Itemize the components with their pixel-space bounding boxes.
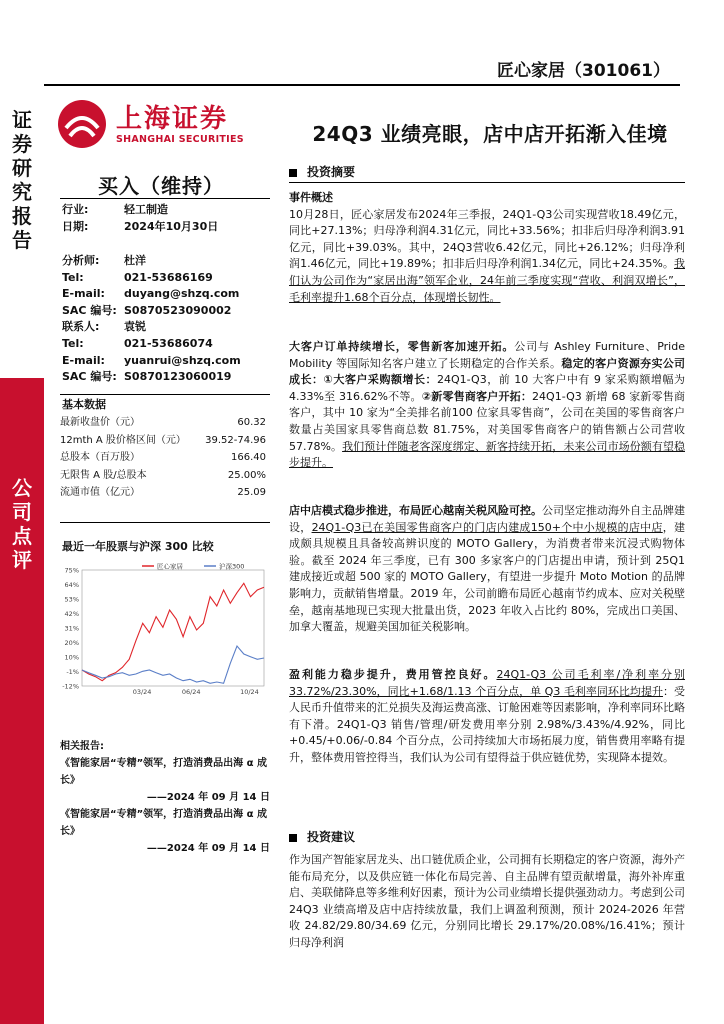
- band-report-kind: 公司点评: [12, 476, 32, 572]
- analyst-row: SAC 编号: S0870123060019: [62, 370, 232, 384]
- bullet-icon: [289, 834, 297, 842]
- chart-title: 最近一年股票与沪深 300 比较: [62, 540, 214, 553]
- divider: [60, 394, 270, 395]
- analyst-row: 分析师: 杜洋: [62, 254, 146, 267]
- header-rule: [44, 84, 680, 86]
- x-tick-label: 03/24: [132, 688, 152, 696]
- chart-frame: [82, 570, 264, 686]
- divider: [289, 182, 685, 183]
- summary-body: [289, 190, 685, 306]
- band-red-block: [0, 378, 44, 1024]
- analyst-row: E-mail: yuanrui@shzq.com: [62, 353, 241, 367]
- y-tick-label: 42%: [64, 610, 79, 618]
- analyst-row: SAC 编号: S0870523090002: [62, 303, 232, 317]
- summary-heading: 投资摘要: [289, 163, 355, 180]
- sub-heading: 事件概述: [289, 191, 333, 204]
- paragraph-advice: 作为国产智能家居龙头、出口链优质企业，公司拥有长期稳定的客户资源，海外产能布局充分，以及供应链一体化布局完善、自主品牌有望贡献增量，海外补库重启、美联储降息等多维利好因素，预计为公司业绩增长提供强劲动力。考虑到公司 24Q3 业绩高增及店中店持续放量，我们上调盈利预测，预计 2024-2026 年营收 24.82/29.80/34.69 亿元，分别同比增长 29.17%/20.08%/16.41%；预计归母净利润: [289, 853, 685, 949]
- logo: [56, 98, 246, 150]
- logo-emblem-icon: [56, 98, 108, 150]
- analyst-block: [62, 253, 241, 386]
- series-line-stock: [82, 583, 264, 680]
- logo-en: SHANGHAI SECURITIES: [116, 134, 244, 145]
- analyst-row: Tel: 021-53686074: [62, 336, 213, 350]
- basic-data-table: [60, 414, 266, 502]
- x-tick-label: 06/24: [181, 688, 201, 696]
- series-line-index: [82, 646, 264, 683]
- analyst-row: 联系人: 袁锐: [62, 320, 146, 334]
- analyst-row: Tel: 021-53686169: [62, 270, 213, 284]
- legend-label: 沪深300: [219, 562, 245, 571]
- logo-cn: 上海证券: [116, 104, 229, 134]
- paragraph: 10月28日，匠心家居发布2024年三季报，24Q1-Q3公司实现营收18.49亿元，同比+27.13%；归母净利润4.31亿元，同比+33.56%；扣非后归母净利润3.91亿元，同比+39.03%。其中，24Q3营收6.42亿元，同比+26.12%；归母净利润1.46亿元，同比+19.89%；扣非后归母净利润1.34亿元，同比+24.35%。我们认为公司作为“家居出海”领军企业，24年前三季度实现“营收、利润双增长”，毛利率提升1.68个百分点，体现增长韧性。: [289, 207, 685, 304]
- related-report-item[interactable]: 《智能家居“专精”领军，打造消费品出海 α 成长》: [60, 809, 267, 837]
- y-tick-label: 31%: [64, 624, 79, 633]
- divider: [60, 198, 270, 199]
- paragraph-clients: 大客户订单持续增长，零售新客加速开拓。公司与 Ashley Furniture、Pride Mobility 等国际知名客户建立了长期稳定的合作关系。稳定的客户资源夯实公司成长：①大客户采购额增长：24Q1-Q3，前 10 大客户中有 9 家采购额增幅为 4.33%至 316.62%不等。②新零售商客户开拓：24Q1-Q3 新增 68 家新零售商客户，其中 10 家为“全美排名前100 位家具零售商”，公司在美国的零售商客户数量占美国家具零售商总数 81.75%，对美国零售商客户的销售额占公司营收 57.78%。我们预计伴随老客深度绑定、新客持续开拓，未来公司市场份额有望稳步提升。: [289, 340, 685, 470]
- divider: [60, 522, 270, 523]
- paragraph-store: 店中店模式稳步推进，布局匠心越南关税风险可控。公司坚定推动海外自主品牌建设，24Q1-Q3已在美国零售商客户的门店内建成150+个中小规模的店中店，建成颇具规模且具备较高辨识度的 MOTO Gallery，为消费者带来沉浸式购物体验。截至 2024 年三季度，已有 300 多家客户的门店提出申请，预计到 25Q1 建成接近或超 500 家的 MOTO Gallery，有望进一步提升 Moto Motion 的品牌影响力，贡献销售增量。2019 年，公司前瞻布局匠心越南节约成本、应对关税壁垒，越南基地现已实现大批量出货，2023 年收入占比约 80%，完成出口美国、加拿大覆盖，规避美国加征关税影响。: [289, 504, 685, 634]
- basic-data-title: 基本数据: [62, 398, 106, 411]
- related-report-item[interactable]: 《智能家居“专精”领军，打造消费品出海 α 成长》: [60, 758, 267, 786]
- page-title: 24Q3 业绩亮眼，店中店开拓渐入佳境: [312, 122, 668, 146]
- meta-block: [62, 202, 218, 235]
- y-tick-label: 75%: [64, 566, 79, 575]
- y-tick-label: 20%: [64, 639, 79, 647]
- related-report-date: ——2024 年 09 月 14 日: [146, 792, 270, 803]
- y-tick-label: 64%: [64, 581, 79, 589]
- table-row: 无限售 A 股/总股本 25.00%: [60, 469, 266, 481]
- analyst-row: E-mail: duyang@shzq.com: [62, 287, 240, 301]
- meta-row: 日期: 2024年10月30日: [62, 219, 219, 233]
- table-row: 最新收盘价（元） 60.32: [60, 417, 266, 428]
- y-tick-label: -1%: [66, 668, 79, 676]
- band-report-type: 证券研究报告: [12, 108, 32, 252]
- related-title: 相关报告:: [60, 741, 104, 752]
- y-tick-label: -12%: [62, 682, 79, 691]
- related-report-date: ——2024 年 09 月 14 日: [146, 843, 270, 854]
- related-reports: [60, 738, 270, 857]
- legend-label: 匠心家居: [157, 562, 183, 571]
- table-row: 总股本（百万股） 166.40: [60, 452, 266, 464]
- rating: 买入（维持）: [98, 174, 224, 198]
- paragraph-profit: 盈利能力稳步提升，费用管控良好。24Q1-Q3 公司毛利率/净利率分别 33.72%/23.30%，同比+1.68/1.13 个百分点，单 Q3 毛利率同环比均提升：受人民币升值带来的汇兑损失及海运费高涨、订舱困难等因素影响，净利率同环比略有下滑。24Q1-Q3 销售/管理/研发费用率分别 2.98%/3.43%/4.92%，同比+0.45/+0.06/-0.84 个百分点，公司持续加大市场拓展力度，销售费用率略有提升，整体费用管控得当，我们认为公司有望得益于供应链优势，实现降本提效。: [289, 668, 686, 764]
- table-row: 12mth A 股价格区间（元） 39.52-74.96: [60, 434, 266, 446]
- y-tick-label: 10%: [64, 653, 79, 662]
- stock-chart: [56, 560, 270, 700]
- table-row: 流通市值（亿元） 25.09: [60, 487, 266, 499]
- y-tick-label: 53%: [64, 595, 79, 604]
- meta-row: 行业: 轻工制造: [62, 203, 168, 216]
- x-tick-label: 10/24: [240, 688, 259, 696]
- company-ticker: 匠心家居（301061）: [497, 61, 670, 81]
- advice-heading: 投资建议: [289, 828, 355, 845]
- bullet-icon: [289, 169, 297, 177]
